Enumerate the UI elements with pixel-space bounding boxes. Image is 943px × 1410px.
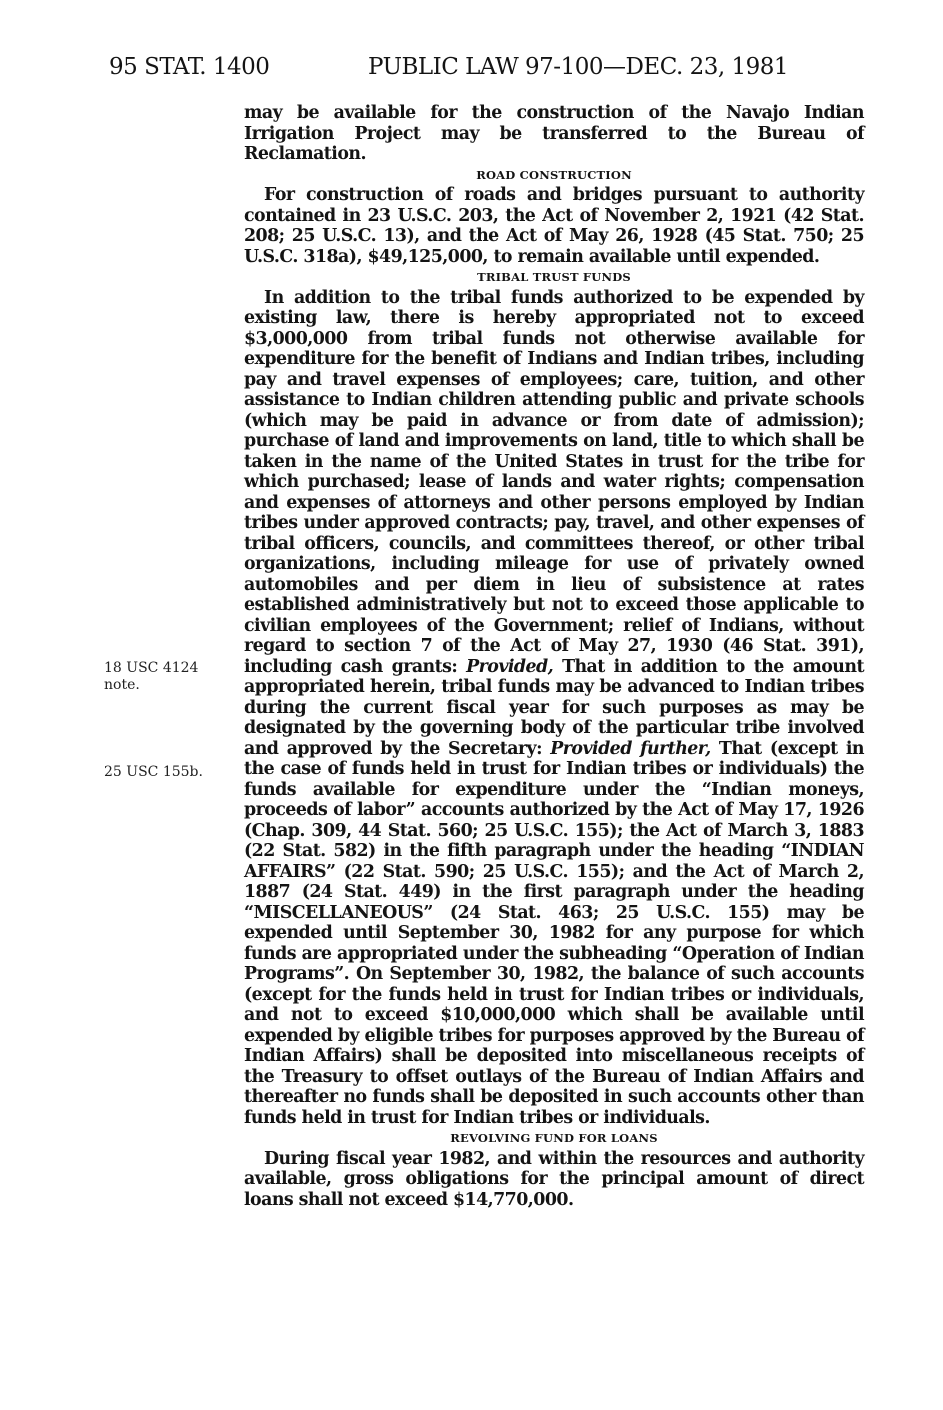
provided-italic: Provided, <box>466 656 554 677</box>
page-header <box>0 48 943 88</box>
margin-note-18-usc-line2: note. <box>104 677 140 693</box>
heading-revolving-fund: REVOLVING FUND FOR LOANS <box>450 1131 658 1145</box>
margin-note-18-usc <box>104 660 224 694</box>
tribal-trust-funds-paragraph <box>244 288 864 1129</box>
stat-page-number: 95 STAT. 1400 <box>109 54 270 80</box>
public-law-title: PUBLIC LAW 97-100—DEC. 23, 1981 <box>368 54 789 80</box>
continuation-paragraph: may be available for the construction of the Navajo Indian Irrigation Project may be transferred to the Bureau of Reclamation. <box>244 103 864 164</box>
tribal-text-part3: That (except in the case of funds held in trust for Indian tribes or individuals) the funds available for expenditure under the “Indian moneys, proceeds of labor” accounts authorized by the Act of May 17, 1926 (Chap. 309, 44 Stat. 560; 25 U.S.C. 155); the Act of March 3, 1883 (22 Stat. 582) in the fifth paragraph under the heading “INDIAN AFFAIRS” (22 Stat. 590; 25 U.S.C. 155); and the Act of March 2, 1887 (24 Stat. 449) in the first paragraph under the heading “MISCELLANEOUS” (24 Stat. 463; 25 U.S.C. 155) may be expended until September 30, 1982 for any purpose for which funds are appropriated under the subheading “Operation of Indian Programs”. On September 30, 1982, the balance of such accounts (except for the funds held in trust for Indian tribes or individuals, and not to exceed $10,000,000 which shall be available until expended by eligible tribes for purposes approved by the Bureau of Indian Affairs) shall be deposited into miscellaneous receipts of the Treasury to offset outlays of the Bureau of Indian Affairs and thereafter no funds shall be deposited in such accounts other than funds held in trust for Indian tribes or individuals. <box>244 738 864 1128</box>
road-construction-paragraph: For construction of roads and bridges pursuant to authority contained in 23 U.S.C. 203, the Act of November 2, 1921 (42 Stat. 208; 25 U.S.C. 13), and the Act of May 26, 1928 (45 Stat. 750; 25 U.S.C. 318a), $49,125,000, to remain available until expended. <box>244 185 864 267</box>
tribal-text-part2: That in addition to the amount appropriated herein, tribal funds may be advanced to Indian tribes during the current fiscal year for such purposes as may be designated by the governing body of the particular tribe involved and approved by the Secretary: <box>244 656 864 759</box>
revolving-fund-paragraph: During fiscal year 1982, and within the resources and authority available, gross obligations for the principal amount of direct loans shall not exceed $14,770,000. <box>244 1148 864 1210</box>
margin-note-18-usc-line1: 18 USC 4124 <box>104 660 199 676</box>
heading-tribal-trust-funds: TRIBAL TRUST FUNDS <box>477 270 631 284</box>
provided-further-italic: Provided further, <box>550 738 711 759</box>
heading-road-construction: ROAD CONSTRUCTION <box>476 167 632 182</box>
tribal-text-part1: In addition to the tribal funds authorized to be expended by existing law, there is hereby appropriated not to exceed $3,000,000 from tribal funds not otherwise available for expenditure for the benefit of Indians and Indian tribes, including pay and travel expenses of employees; care, tuition, and other assistance to Indian children attending public and private schools (which may be paid in advance or from date of admission); purchase of land and improvements on land, title to which shall be taken in the name of the United States in trust for the tribe for which purchased; lease of lands and water rights; compensation and expenses of attorneys and other persons employed by Indian tribes under approved contracts; pay, travel, and other expenses of tribal officers, councils, and committees thereof, or other tribal organizations, including mileage for use of privately owned automobiles and per diem in lieu of subsistence at rates established administratively but not to exceed those applicable to civilian employees of the Government; relief of Indians, without regard to section 7 of the Act of May 27, 1930 (46 Stat. 391), including cash grants: <box>244 287 864 677</box>
body-column <box>244 103 864 1210</box>
margin-note-25-usc: 25 USC 155b. <box>104 764 203 780</box>
